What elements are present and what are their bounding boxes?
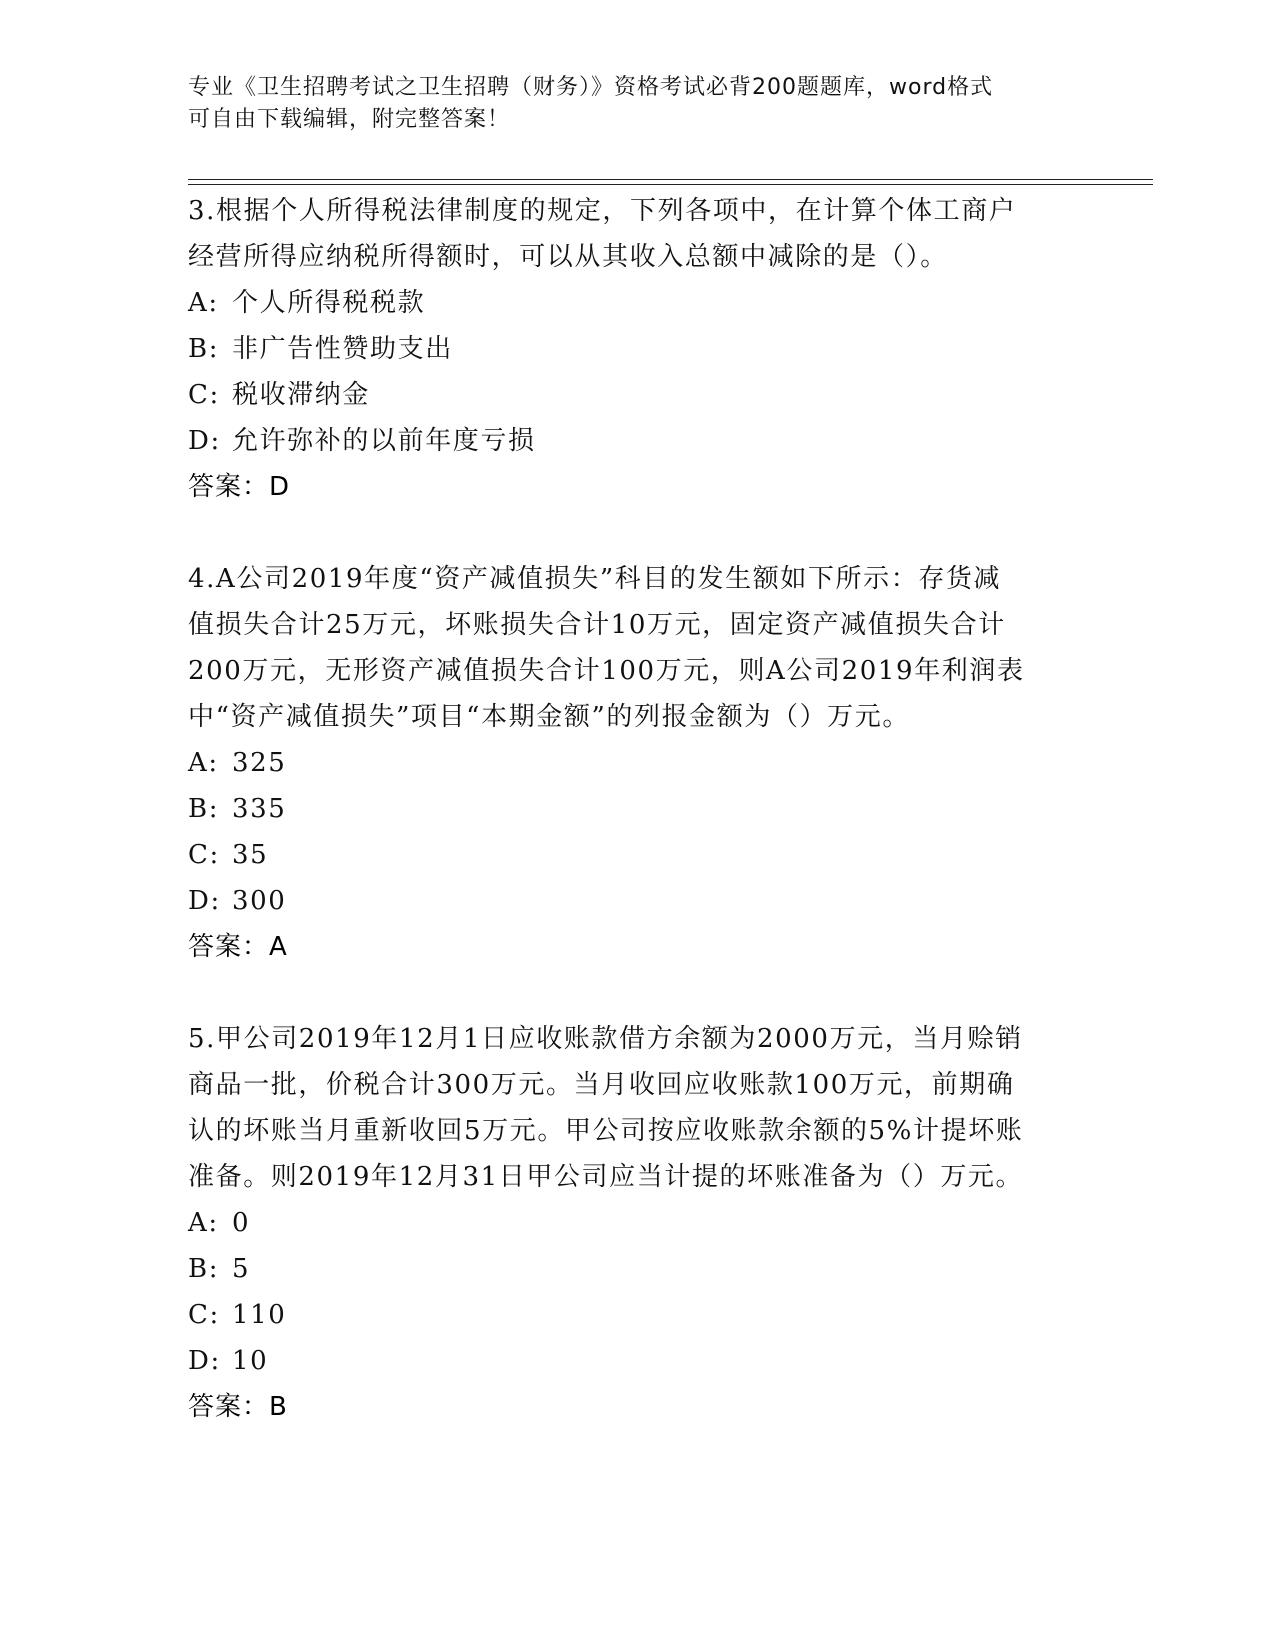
option-a — [188, 280, 1088, 326]
header-divider-top — [188, 179, 1153, 180]
option-key: A: — [188, 288, 219, 318]
option-text: 335 — [232, 794, 287, 824]
question-4 — [188, 556, 1088, 970]
header-divider-bottom — [188, 184, 1153, 185]
option-text: 10 — [232, 1346, 269, 1376]
question-3 — [188, 188, 1088, 510]
option-c — [188, 832, 1088, 878]
option-text: 个人所得税税款 — [232, 288, 426, 318]
header-line-1: 专业《卫生招聘考试之卫生招聘（财务）》资格考试必背200题题库，word格式 — [188, 75, 994, 100]
option-d — [188, 1338, 1088, 1384]
option-b — [188, 786, 1088, 832]
option-key: B: — [188, 334, 220, 364]
question-stem-line: 5.甲公司2019年12月1日应收账款借方余额为2000万元，当月赊销 — [188, 1024, 1023, 1054]
option-key: D: — [188, 1346, 221, 1376]
option-text: 5 — [232, 1254, 251, 1284]
option-key: C: — [188, 840, 220, 870]
option-a — [188, 1200, 1088, 1246]
option-text: 300 — [232, 886, 287, 916]
question-stem-line: 200万元，无形资产减值损失合计100万元，则A公司2019年利润表 — [188, 656, 1025, 686]
document-header — [188, 72, 1088, 136]
option-key: B: — [188, 794, 220, 824]
option-text: 税收滞纳金 — [232, 380, 371, 410]
option-c — [188, 372, 1088, 418]
option-d — [188, 418, 1088, 464]
option-key: A: — [188, 748, 219, 778]
option-text: 325 — [232, 748, 287, 778]
answer-label: 答案：D — [188, 472, 291, 502]
question-stem-line: 3.根据个人所得税法律制度的规定，下列各项中，在计算个体工商户 — [188, 196, 1017, 226]
question-stem-line: 中“资产减值损失”项目“本期金额”的列报金额为（）万元。 — [188, 702, 910, 732]
question-5 — [188, 1016, 1088, 1430]
question-stem-line: 认的坏账当月重新收回5万元。甲公司按应收账款余额的5%计提坏账 — [188, 1116, 1024, 1146]
option-b — [188, 326, 1088, 372]
question-stem-line: 商品一批，价税合计300万元。当月收回应收账款100万元，前期确 — [188, 1070, 1015, 1100]
option-a — [188, 740, 1088, 786]
option-b — [188, 1246, 1088, 1292]
question-stem-line: 经营所得应纳税所得额时，可以从其收入总额中减除的是（）。 — [188, 242, 948, 272]
option-d — [188, 878, 1088, 924]
header-line-2: 可自由下载编辑，附完整答案！ — [188, 107, 511, 132]
option-key: C: — [188, 1300, 220, 1330]
option-text: 非广告性赞助支出 — [232, 334, 453, 364]
option-text: 110 — [232, 1300, 287, 1330]
option-key: A: — [188, 1208, 219, 1238]
option-key: D: — [188, 886, 221, 916]
option-text: 35 — [232, 840, 269, 870]
question-list — [188, 188, 1088, 1476]
question-stem-line: 值损失合计25万元，坏账损失合计10万元，固定资产减值损失合计 — [188, 610, 1006, 640]
answer-label: 答案：B — [188, 1392, 288, 1422]
option-key: D: — [188, 426, 221, 456]
option-c — [188, 1292, 1088, 1338]
option-text: 允许弥补的以前年度亏损 — [232, 426, 536, 456]
option-text: 0 — [232, 1208, 251, 1238]
option-key: B: — [188, 1254, 220, 1284]
question-stem-line: 4.A公司2019年度“资产减值损失”科目的发生额如下所示：存货减 — [188, 564, 1002, 594]
option-key: C: — [188, 380, 220, 410]
answer-label: 答案：A — [188, 932, 288, 962]
question-stem-line: 准备。则2019年12月31日甲公司应当计提的坏账准备为（）万元。 — [188, 1162, 1024, 1192]
